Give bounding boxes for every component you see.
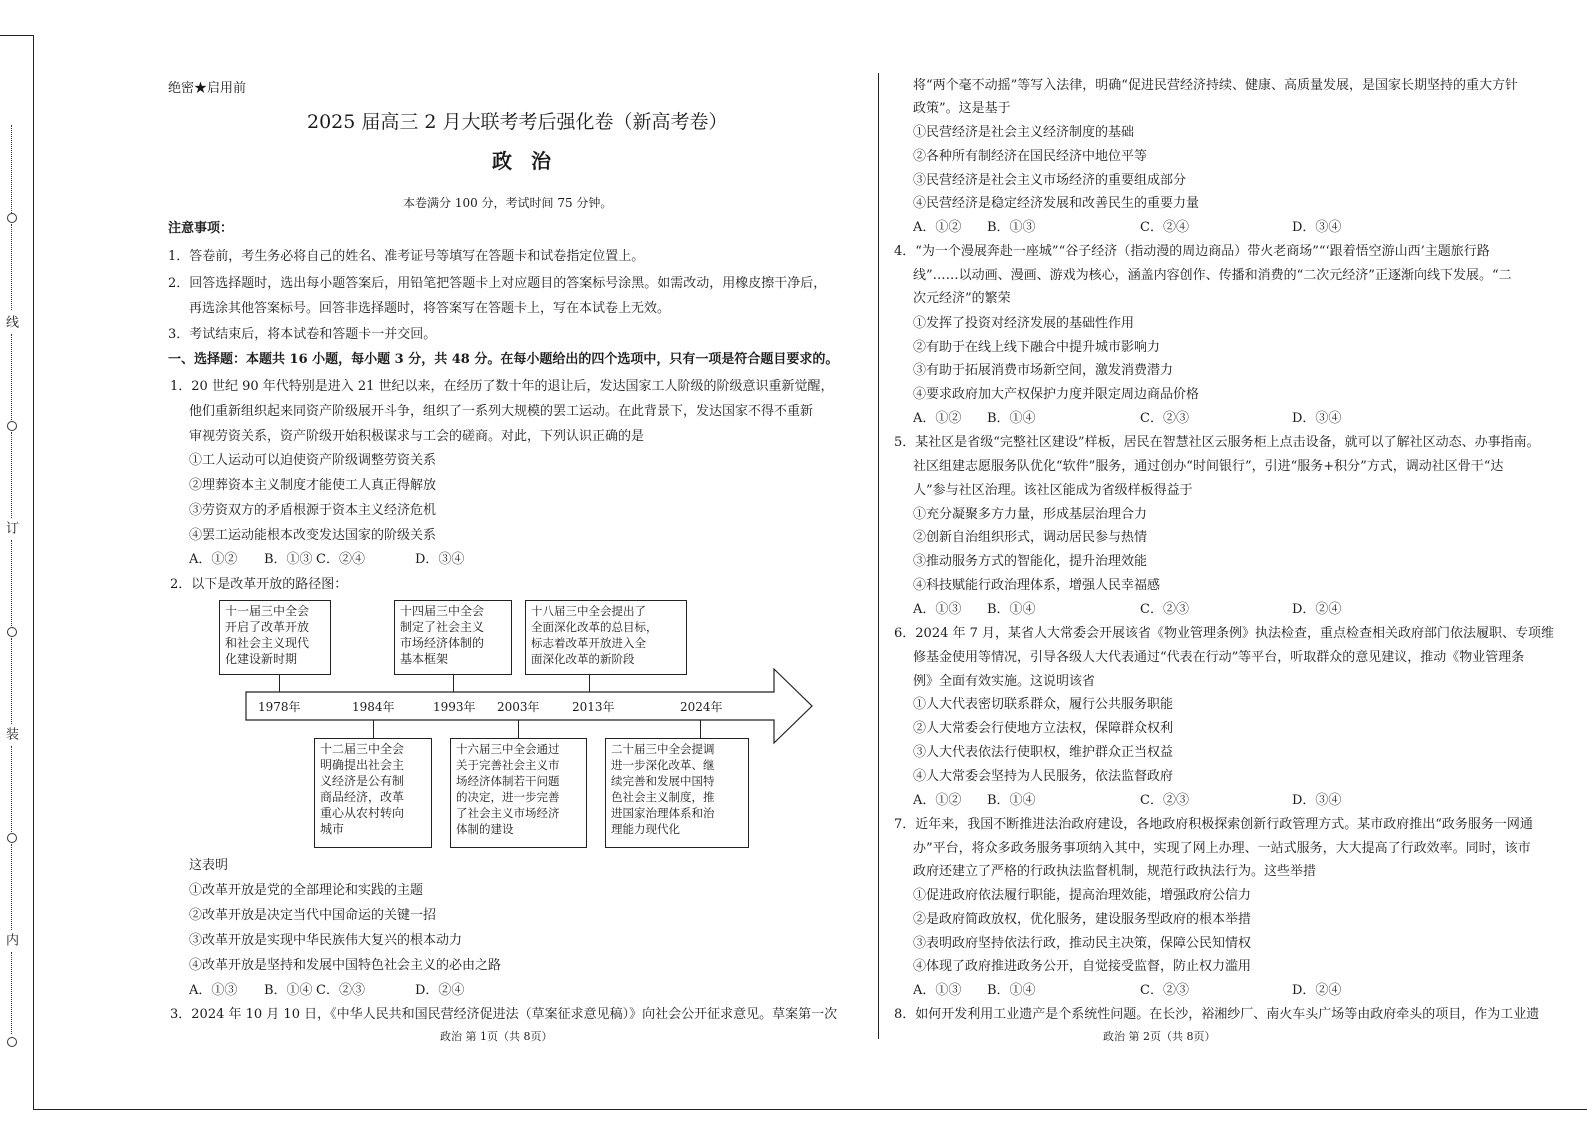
box-line: 标志着改革开放进入全 bbox=[531, 636, 646, 650]
box-line: 面深化改革的新阶段 bbox=[531, 652, 635, 666]
binding-dots bbox=[11, 224, 12, 310]
binding-dots bbox=[11, 125, 12, 213]
box-line: 关于完善社会主义市 bbox=[456, 758, 560, 772]
question-8-stem: 8．如何开发利用工业遗产是个系统性问题。在长沙，裕湘纱厂、南火车头广场等由政府牵头的项目，作为工业遗 bbox=[894, 1007, 1540, 1022]
binding-dots bbox=[11, 746, 12, 832]
option-b[interactable]: B．①④ bbox=[987, 793, 1036, 808]
question-4-statement: ③有助于拓展消费市场新空间，激发消费潜力 bbox=[913, 363, 1174, 378]
connector bbox=[589, 675, 590, 692]
question-7-stem: 办”平台，将众多政务服务事项纳入其中，实现了网上办理、一站式服务，大大提高了行政效率。同时，该市 bbox=[913, 841, 1531, 856]
option-b[interactable]: B．①④ bbox=[987, 602, 1036, 617]
question-6-statement: ④人大常委会坚持为人民服务，依法监督政府 bbox=[913, 769, 1174, 784]
exam-title: 2025 届高三 2 月大联考考后强化卷（新高考卷） bbox=[307, 111, 728, 133]
question-1-stem: 审视劳资关系，资产阶级开始积极谋求与工会的磋商。对此，下列认识正确的是 bbox=[189, 429, 645, 444]
option-d[interactable]: D．②④ bbox=[1292, 602, 1342, 617]
box-line: 理能力现代化 bbox=[611, 822, 680, 836]
question-4-stem: 线”……以动画、漫画、游戏为核心，涵盖内容创作、传播和消费的“二次元经济”正逐渐向线下发展。“二 bbox=[913, 268, 1512, 283]
binding-char-nei: 内 bbox=[3, 933, 18, 946]
box-line: 十四届三中全会 bbox=[400, 604, 485, 618]
timeline-box-top bbox=[394, 600, 512, 675]
binding-dots bbox=[11, 952, 12, 1034]
question-1-stem: 他们重新组织起来同资产阶级展开斗争，组织了一系列大规模的罢工运动。在此背景下，发达国家不得不重新 bbox=[189, 404, 814, 419]
box-line: 商品经济，改革 bbox=[320, 790, 405, 804]
box-line: 化建设新时期 bbox=[225, 652, 298, 666]
binding-hole-icon bbox=[7, 421, 17, 431]
box-line: 体制的建设 bbox=[456, 822, 514, 836]
option-c[interactable]: C．②③ bbox=[1140, 793, 1189, 808]
question-3-stem: 3．2024 年 10 月 10 日，《中华人民共和国民营经济促进法（草案征求意见稿）》向社会公开征求意见。草案第一次 bbox=[170, 1007, 838, 1022]
box-line: 开启了改革开放 bbox=[225, 620, 310, 634]
question-5-statement: ③推动服务方式的智能化，提升治理效能 bbox=[913, 554, 1148, 569]
question-5-stem: 5．某社区是省级“完整社区建设”样板，居民在智慧社区云服务柜上点击设备，就可以了解社区动态、办事指南。 bbox=[894, 435, 1540, 450]
question-4-statement: ④要求政府加大产权保护力度并限定周边商品价格 bbox=[913, 387, 1200, 402]
option-d[interactable]: D．③④ bbox=[1292, 793, 1342, 808]
connector bbox=[518, 720, 519, 738]
question-1-statement: ②埋葬资本主义制度才能使工人真正得解放 bbox=[189, 478, 437, 493]
question-3-statement: ②各种所有制经济在国民经济中地位平等 bbox=[913, 149, 1148, 164]
option-d[interactable]: D．②④ bbox=[1292, 983, 1342, 998]
binding-char-zhuang: 装 bbox=[3, 727, 18, 740]
year-label: 2003年 bbox=[497, 700, 540, 714]
question-6-statement: ①人大代表密切联系群众，履行公共服务职能 bbox=[913, 697, 1174, 712]
box-line: 明确提出社会主 bbox=[320, 758, 405, 772]
page-footer: 政治 第 2页（共 8页） bbox=[1103, 1030, 1216, 1043]
question-5-stem: 人”参与社区治理。该社区能成为省级样板得益于 bbox=[913, 483, 1193, 498]
question-5-statement: ①充分凝聚多方力量，形成基层治理合力 bbox=[913, 507, 1148, 522]
question-4-stem: 4．“为一个漫展奔赴一座城”“谷子经济（指动漫的周边商品）带火老商场”“‘跟着悟空游山西’主题旅行路 bbox=[894, 244, 1490, 259]
box-line: 十六届三中全会通过 bbox=[456, 742, 560, 756]
option-b[interactable]: B．①④ bbox=[987, 983, 1036, 998]
question-2-statement: ④改革开放是坚持和发展中国特色社会主义的必由之路 bbox=[189, 958, 502, 973]
binding-hole-icon bbox=[7, 833, 17, 843]
option-a[interactable]: A．①② bbox=[913, 411, 962, 426]
year-label: 1984年 bbox=[352, 700, 395, 714]
binding-hole-icon bbox=[7, 627, 17, 637]
binding-hole-icon bbox=[7, 213, 17, 223]
question-5-stem: 社区组建志愿服务队优化“软件”服务，通过创办“时间银行”，引进“服务+积分”方式，调动社区骨干“达 bbox=[913, 459, 1504, 474]
box-line: 进国家治理体系和治 bbox=[611, 806, 715, 820]
question-5-statement: ④科技赋能行政治理体系，增强人民幸福感 bbox=[913, 578, 1161, 593]
binding-dots bbox=[11, 540, 12, 626]
option-c[interactable]: C．②④ bbox=[1140, 220, 1189, 235]
box-line: 义经济是公有制 bbox=[320, 774, 405, 788]
page-divider bbox=[878, 73, 879, 1039]
option-b[interactable]: B．①④ bbox=[987, 411, 1036, 426]
option-c[interactable]: C．②③ bbox=[1140, 983, 1189, 998]
option-c[interactable]: C．②③ bbox=[1140, 602, 1189, 617]
exam-info: 本卷满分 100 分，考试时间 75 分钟。 bbox=[403, 196, 613, 210]
subject-title: 政 治 bbox=[492, 149, 557, 173]
option-a[interactable]: A．①③ bbox=[913, 602, 962, 617]
question-6-stem: 修基金使用等情况，引导各级人大代表通过“代表在行动”等平台，听取群众的意见建议，推动《物业管理条 bbox=[913, 650, 1525, 665]
option-b[interactable]: B．①③ bbox=[987, 220, 1036, 235]
year-label: 2013年 bbox=[572, 700, 615, 714]
option-b[interactable]: B．①③ bbox=[264, 552, 313, 567]
box-line: 和社会主义现代 bbox=[225, 636, 310, 650]
box-line: 了社会主义市场经济 bbox=[456, 806, 560, 820]
notice-item: 3．考试结束后，将本试卷和答题卡一并交回。 bbox=[168, 327, 437, 342]
question-3-stem: 将“两个毫不动摇”等写入法律，明确“促进民营经济持续、健康、高质量发展，是国家长期坚持的重大方针 bbox=[913, 78, 1518, 93]
question-6-statement: ③人大代表依法行使职权，维护群众正当权益 bbox=[913, 745, 1174, 760]
box-line: 全面深化改革的总目标， bbox=[531, 620, 658, 634]
option-d[interactable]: D．③④ bbox=[1292, 220, 1342, 235]
box-line: 色社会主义制度，推 bbox=[611, 790, 715, 804]
box-line: 重心从农村转向 bbox=[320, 806, 405, 820]
timeline-box-top bbox=[219, 600, 331, 675]
binding-dots bbox=[11, 638, 12, 724]
question-7-statement: ②是政府简政放权，优化服务，建设服务型政府的根本举措 bbox=[913, 912, 1252, 927]
option-d[interactable]: D．③④ bbox=[1292, 411, 1342, 426]
year-label: 2024年 bbox=[680, 700, 723, 714]
box-line: 二十届三中全会提调 bbox=[611, 742, 715, 756]
binding-dots bbox=[11, 844, 12, 930]
timeline-box-bottom bbox=[314, 738, 432, 848]
binding-hole-icon bbox=[7, 1037, 17, 1047]
question-4-statement: ②有助于在线上线下融合中提升城市影响力 bbox=[913, 340, 1161, 355]
connector bbox=[279, 675, 280, 692]
notice-heading: 注意事项： bbox=[168, 221, 234, 236]
question-3-statement: ①民营经济是社会主义经济制度的基础 bbox=[913, 125, 1135, 140]
option-a[interactable]: A．①② bbox=[189, 552, 238, 567]
option-d[interactable]: D．②④ bbox=[415, 983, 465, 998]
notice-item: 2．回答选择题时，选出每小题答案后，用铅笔把答题卡上对应题目的答案标号涂黑。如需改动，用橡皮擦干净后， bbox=[168, 276, 827, 291]
year-label: 1978年 bbox=[258, 700, 301, 714]
box-line: 十八届三中全会提出了 bbox=[531, 604, 646, 618]
question-2-statement: ③改革开放是实现中华民族伟大复兴的根本动力 bbox=[189, 933, 463, 948]
question-7-statement: ①促进政府依法履行职能，提高治理效能，增强政府公信力 bbox=[913, 888, 1252, 903]
option-a[interactable]: A．①③ bbox=[189, 983, 238, 998]
option-a[interactable]: A．①② bbox=[913, 793, 962, 808]
question-4-stem: 次元经济”的繁荣 bbox=[913, 291, 1011, 306]
box-line: 基本框架 bbox=[400, 652, 449, 666]
year-label: 1993年 bbox=[433, 700, 476, 714]
question-1-statement: ④罢工运动能根本改变发达国家的阶级关系 bbox=[189, 528, 437, 543]
option-c[interactable]: C．②③ bbox=[316, 983, 365, 998]
binding-dots bbox=[11, 432, 12, 518]
question-3-statement: ④民营经济是稳定经济发展和改善民生的重要力量 bbox=[913, 196, 1200, 211]
question-2-conclusion: 这表明 bbox=[189, 858, 229, 873]
binding-char-ding: 订 bbox=[3, 521, 18, 534]
question-6-stem: 例》全面有效实施。这说明该省 bbox=[913, 674, 1096, 689]
box-line: 的决定，进一步完善 bbox=[456, 790, 560, 804]
option-a[interactable]: A．①③ bbox=[913, 983, 962, 998]
question-6-stem: 6．2024 年 7 月，某省人大常委会开展该省《物业管理条例》执法检查，重点检查相关政府部门依法履职、专项维 bbox=[894, 626, 1555, 641]
option-b[interactable]: B．①④ bbox=[264, 983, 313, 998]
box-line: 市场经济体制的 bbox=[400, 636, 485, 650]
binding-char-xian: 线 bbox=[3, 315, 18, 328]
question-1-stem: 1．20 世纪 90 年代特别是进入 21 世纪以来，在经历了数十年的退让后，发达国家工人阶级的阶级意识重新觉醒， bbox=[170, 379, 834, 394]
box-line: 场经济体制若干问题 bbox=[456, 774, 560, 788]
connector bbox=[453, 675, 454, 692]
box-line: 城市 bbox=[320, 822, 345, 836]
question-6-statement: ②人大常委会行使地方立法权，保障群众权利 bbox=[913, 721, 1174, 736]
box-line: 进一步深化改革、继 bbox=[611, 758, 715, 772]
notice-item: 再选涂其他答案标号。回答非选择题时，将答案写在答题卡上，写在本试卷上无效。 bbox=[189, 301, 671, 316]
timeline-box-bottom bbox=[450, 738, 587, 848]
question-2-stem: 2．以下是改革开放的路径图： bbox=[170, 577, 348, 592]
notice-item: 1．答卷前，考生务必将自己的姓名、准考证号等填写在答题卡和试卷指定位置上。 bbox=[168, 249, 645, 264]
binding-dots bbox=[11, 334, 12, 420]
confidential-label: 绝密★启用前 bbox=[168, 81, 247, 96]
option-c[interactable]: C．②④ bbox=[316, 552, 365, 567]
question-1-statement: ①工人运动可以迫使资产阶级调整劳资关系 bbox=[189, 453, 437, 468]
box-line: 十二届三中全会 bbox=[320, 742, 405, 756]
option-d[interactable]: D．③④ bbox=[415, 552, 465, 567]
question-1-statement: ③劳资双方的矛盾根源于资本主义经济危机 bbox=[189, 503, 437, 518]
question-4-statement: ①发挥了投资对经济发展的基础性作用 bbox=[913, 316, 1135, 331]
question-3-stem: 政策”。这是基于 bbox=[913, 101, 1011, 116]
question-7-statement: ④体现了政府推进政务公开，自觉接受监督，防止权力滥用 bbox=[913, 959, 1252, 974]
section-heading: 一、选择题：本题共 16 小题，每小题 3 分，共 48 分。在每小题给出的四个选项中，只有一项是符合题目要求的。 bbox=[168, 352, 839, 367]
page-bottom-border bbox=[33, 1109, 1587, 1110]
binding-edge-top bbox=[0, 35, 34, 36]
box-line: 制定了社会主义 bbox=[400, 620, 485, 634]
binding-edge-line bbox=[33, 35, 34, 1110]
question-2-statement: ②改革开放是决定当代中国命运的关键一招 bbox=[189, 908, 437, 923]
connector bbox=[700, 720, 701, 738]
question-3-statement: ③民营经济是社会主义市场经济的重要组成部分 bbox=[913, 173, 1187, 188]
question-5-statement: ②创新自治组织形式，调动居民参与热情 bbox=[913, 530, 1148, 545]
box-line: 十一届三中全会 bbox=[225, 604, 310, 618]
question-7-statement: ③表明政府坚持依法行政，推动民主决策，保障公民知情权 bbox=[913, 936, 1252, 951]
question-7-stem: 7．近年来，我国不断推进法治政府建设，各地政府积极探索创新行政管理方式。某市政府推出“政务服务一网通 bbox=[894, 817, 1533, 832]
option-a[interactable]: A．①② bbox=[913, 220, 962, 235]
question-2-statement: ①改革开放是党的全部理论和实践的主题 bbox=[189, 883, 424, 898]
box-line: 续完善和发展中国特 bbox=[611, 774, 715, 788]
option-c[interactable]: C．②③ bbox=[1140, 411, 1189, 426]
timeline-box-bottom bbox=[605, 738, 749, 848]
question-7-stem: 政府还建立了严格的行政执法监督机制，规范行政执法行为。这些举措 bbox=[913, 864, 1317, 879]
timeline-box-top bbox=[525, 600, 687, 675]
page-footer: 政治 第 1页（共 8页） bbox=[440, 1030, 553, 1043]
connector bbox=[373, 720, 374, 738]
